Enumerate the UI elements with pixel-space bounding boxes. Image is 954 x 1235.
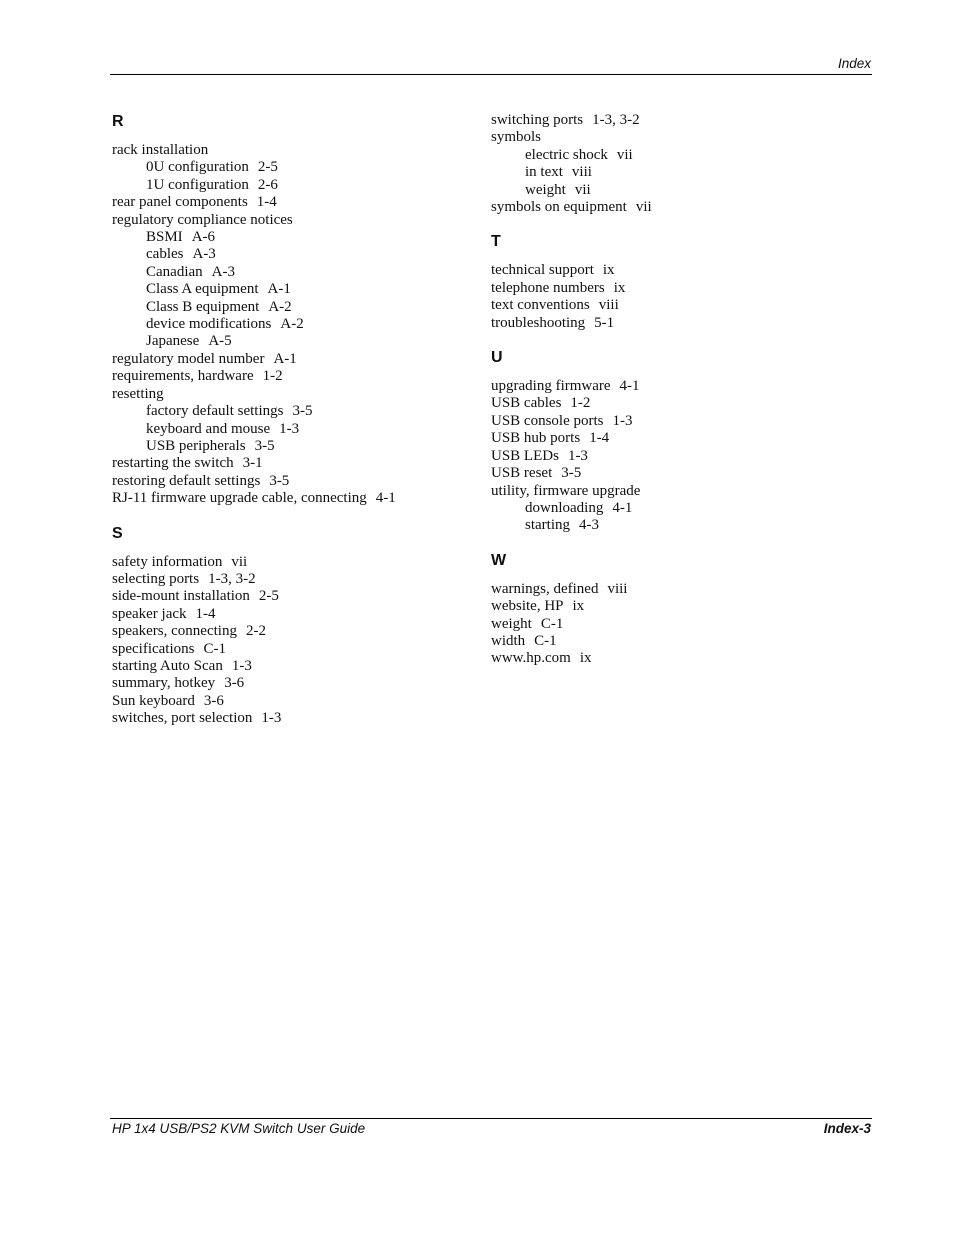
- entry-page-ref: 4-3: [579, 517, 599, 534]
- index-subentry: [112, 316, 482, 333]
- entry-term: width: [491, 632, 526, 649]
- index-subentry: [112, 421, 482, 438]
- index-subentry: [491, 517, 861, 534]
- entry-page-ref: 3-5: [561, 465, 582, 482]
- index-entry: [491, 430, 861, 447]
- entry-page-ref: 3-5: [254, 437, 275, 454]
- entry-page-ref: 1-3: [612, 412, 633, 429]
- entry-term: side-mount installation: [112, 588, 250, 605]
- entry-page-ref: 3-6: [203, 692, 224, 709]
- entry-term: www.hp.com: [491, 650, 571, 667]
- entry-term: BSMI: [146, 229, 183, 246]
- entry-term: cables: [146, 246, 184, 263]
- entry-page-ref: 3-5: [269, 472, 290, 489]
- entry-term: USB reset: [491, 465, 553, 482]
- index-subentry: [491, 147, 861, 164]
- index-subentry: [491, 182, 861, 199]
- entry-term: USB hub ports: [491, 430, 581, 447]
- entry-page-ref: A-2: [280, 316, 304, 333]
- index-entry: [491, 465, 861, 482]
- index-section: [112, 524, 482, 728]
- entry-term: telephone numbers: [491, 279, 605, 296]
- index-entry: [112, 142, 482, 159]
- entry-term: speakers, connecting: [112, 623, 237, 640]
- entry-term: upgrading firmware: [491, 378, 611, 395]
- index-subentry: [112, 403, 482, 420]
- entry-term: requirements, hardware: [112, 368, 254, 385]
- entry-page-ref: vii: [574, 181, 591, 198]
- entry-term: switching ports: [491, 112, 584, 128]
- index-section: [491, 232, 861, 332]
- index-subentry: [112, 333, 482, 350]
- entry-page-ref: A-2: [268, 298, 292, 315]
- index-entry: [491, 280, 861, 297]
- index-entry: [491, 315, 861, 332]
- entry-page-ref: 3-1: [242, 455, 263, 472]
- entry-term: Class A equipment: [146, 281, 259, 298]
- entry-term: keyboard and mouse: [146, 420, 271, 437]
- index-entry: [491, 650, 861, 667]
- entry-term: regulatory compliance notices: [112, 211, 293, 228]
- index-entry: [112, 693, 482, 710]
- index-entry: [112, 606, 482, 623]
- entry-term: USB cables: [491, 395, 562, 412]
- entry-term: 0U configuration: [146, 159, 249, 176]
- entry-term: resetting: [112, 385, 164, 402]
- entry-page-ref: 4-1: [619, 378, 640, 395]
- entry-term: Sun keyboard: [112, 692, 195, 709]
- index-entry: [112, 588, 482, 605]
- index-section: [491, 112, 861, 216]
- entry-term: USB peripherals: [146, 437, 246, 454]
- entry-term: electric shock: [525, 146, 608, 163]
- entry-term: safety information: [112, 553, 223, 570]
- entry-term: website, HP: [491, 598, 564, 615]
- entry-term: specifications: [112, 640, 195, 657]
- entry-page-ref: 4-1: [375, 490, 396, 507]
- entry-page-ref: 4-1: [612, 499, 633, 516]
- entry-page-ref: C-1: [534, 632, 557, 649]
- entry-term: restarting the switch: [112, 455, 234, 472]
- entry-page-ref: 1-2: [570, 395, 591, 412]
- entry-page-ref: ix: [613, 279, 626, 296]
- entry-page-ref: 2-5: [257, 159, 278, 176]
- entry-term: factory default settings: [146, 403, 284, 420]
- index-entry: [112, 675, 482, 692]
- section-letter: S: [112, 524, 123, 542]
- entry-page-ref: 1-3: [261, 710, 282, 727]
- index-column-left: [112, 112, 482, 744]
- index-entry: [491, 581, 861, 598]
- entry-term: starting Auto Scan: [112, 657, 223, 674]
- entry-page-ref: 1-3, 3-2: [592, 112, 640, 128]
- entry-term: text conventions: [491, 297, 590, 314]
- index-entry: [491, 616, 861, 633]
- entry-page-ref: vii: [231, 553, 248, 570]
- entry-page-ref: C-1: [203, 640, 226, 657]
- index-subentry: [112, 246, 482, 263]
- entry-page-ref: vii: [635, 199, 652, 216]
- entry-page-ref: ix: [602, 262, 615, 279]
- index-entry: [491, 483, 861, 500]
- entry-page-ref: 1-3: [279, 420, 300, 437]
- entry-term: in text: [525, 164, 563, 181]
- entry-page-ref: ix: [572, 598, 585, 615]
- index-subentry: [491, 500, 861, 517]
- entry-term: utility, firmware upgrade: [491, 482, 641, 499]
- footer-document-title: HP 1x4 USB/PS2 KVM Switch User Guide: [112, 1121, 366, 1136]
- index-subentry: [112, 299, 482, 316]
- index-entry: [112, 623, 482, 640]
- entry-term: Japanese: [146, 333, 200, 350]
- entry-term: troubleshooting: [491, 314, 586, 331]
- entry-term: RJ-11 firmware upgrade cable, connecting: [112, 490, 367, 507]
- index-section: [112, 112, 482, 508]
- footer-rule: [110, 1118, 872, 1119]
- entry-term: downloading: [525, 499, 604, 516]
- entry-term: speaker jack: [112, 605, 187, 622]
- index-subentry: [112, 264, 482, 281]
- entry-page-ref: viii: [571, 164, 592, 181]
- entry-page-ref: 1-3: [567, 447, 588, 464]
- entry-page-ref: 3-5: [292, 403, 313, 420]
- entry-term: weight: [525, 181, 566, 198]
- entry-term: symbols: [491, 129, 542, 146]
- entry-term: summary, hotkey: [112, 675, 216, 692]
- entry-term: switches, port selection: [112, 710, 253, 727]
- index-subentry: [112, 438, 482, 455]
- entry-page-ref: vii: [616, 146, 633, 163]
- entry-page-ref: 2-5: [258, 588, 279, 605]
- entry-page-ref: 1-4: [256, 194, 277, 211]
- entry-term: starting: [525, 517, 570, 534]
- index-entry: [112, 212, 482, 229]
- entry-term: technical support: [491, 262, 594, 279]
- index-column-right: [491, 112, 861, 684]
- entry-term: rear panel components: [112, 194, 248, 211]
- index-section: [491, 551, 861, 668]
- entry-page-ref: 2-2: [245, 623, 266, 640]
- index-entry: [112, 473, 482, 490]
- index-entry: [112, 386, 482, 403]
- entry-page-ref: 1-4: [589, 430, 610, 447]
- entry-term: weight: [491, 615, 532, 632]
- entry-page-ref: 5-1: [594, 314, 615, 331]
- index-entry: [491, 297, 861, 314]
- entry-page-ref: A-1: [273, 350, 297, 367]
- section-letter: T: [491, 233, 501, 251]
- entry-term: rack installation: [112, 142, 209, 158]
- running-header: Index: [837, 56, 871, 71]
- index-entry: [112, 455, 482, 472]
- entry-page-ref: C-1: [540, 615, 564, 632]
- entry-page-ref: viii: [598, 297, 619, 314]
- entry-term: device modifications: [146, 316, 272, 333]
- entry-page-ref: 1-4: [195, 605, 216, 622]
- section-letter: U: [491, 349, 503, 367]
- entry-term: selecting ports: [112, 570, 200, 587]
- index-subentry: [112, 281, 482, 298]
- entry-page-ref: 1-2: [262, 368, 283, 385]
- index-entry: [491, 199, 861, 216]
- index-entry: [491, 413, 861, 430]
- entry-term: USB LEDs: [491, 447, 559, 464]
- entry-term: Class B equipment: [146, 298, 260, 315]
- index-entry: [491, 633, 861, 650]
- entry-page-ref: A-3: [192, 246, 216, 263]
- entry-page-ref: A-1: [267, 281, 291, 298]
- header-rule: [110, 74, 872, 75]
- entry-page-ref: 1-3, 3-2: [208, 570, 256, 587]
- index-subentry: [112, 229, 482, 246]
- index-entry: [112, 554, 482, 571]
- index-section: [491, 348, 861, 535]
- entry-term: USB console ports: [491, 412, 604, 429]
- index-subentry: [491, 164, 861, 181]
- index-entry: [112, 490, 482, 507]
- entry-page-ref: 2-6: [257, 176, 278, 193]
- entry-page-ref: 1-3: [231, 657, 252, 674]
- index-subentry: [112, 159, 482, 176]
- entry-page-ref: A-5: [208, 333, 232, 350]
- index-entry: [491, 448, 861, 465]
- index-entry: [491, 262, 861, 279]
- index-entry: [112, 351, 482, 368]
- index-entry: [491, 598, 861, 615]
- entry-term: restoring default settings: [112, 472, 261, 489]
- index-entry: [491, 395, 861, 412]
- entry-page-ref: 3-6: [224, 675, 245, 692]
- index-entry: [491, 129, 861, 146]
- section-letter: W: [491, 551, 507, 569]
- index-entry: [112, 641, 482, 658]
- index-subentry: [112, 177, 482, 194]
- entry-page-ref: ix: [579, 650, 592, 667]
- index-entry: [491, 378, 861, 395]
- entry-term: Canadian: [146, 263, 203, 280]
- index-entry: [112, 194, 482, 211]
- index-entry: [112, 658, 482, 675]
- entry-page-ref: A-6: [191, 229, 216, 246]
- footer-page-number: Index-3: [823, 1121, 871, 1136]
- section-letter: R: [112, 113, 124, 130]
- entry-term: symbols on equipment: [491, 199, 627, 216]
- entry-term: regulatory model number: [112, 350, 265, 367]
- index-entry: [491, 112, 861, 129]
- index-entry: [112, 710, 482, 727]
- index-entry: [112, 571, 482, 588]
- entry-page-ref: A-3: [211, 263, 235, 280]
- index-entry: [112, 368, 482, 385]
- entry-page-ref: viii: [607, 580, 628, 597]
- entry-term: 1U configuration: [146, 176, 249, 193]
- entry-term: warnings, defined: [491, 580, 599, 597]
